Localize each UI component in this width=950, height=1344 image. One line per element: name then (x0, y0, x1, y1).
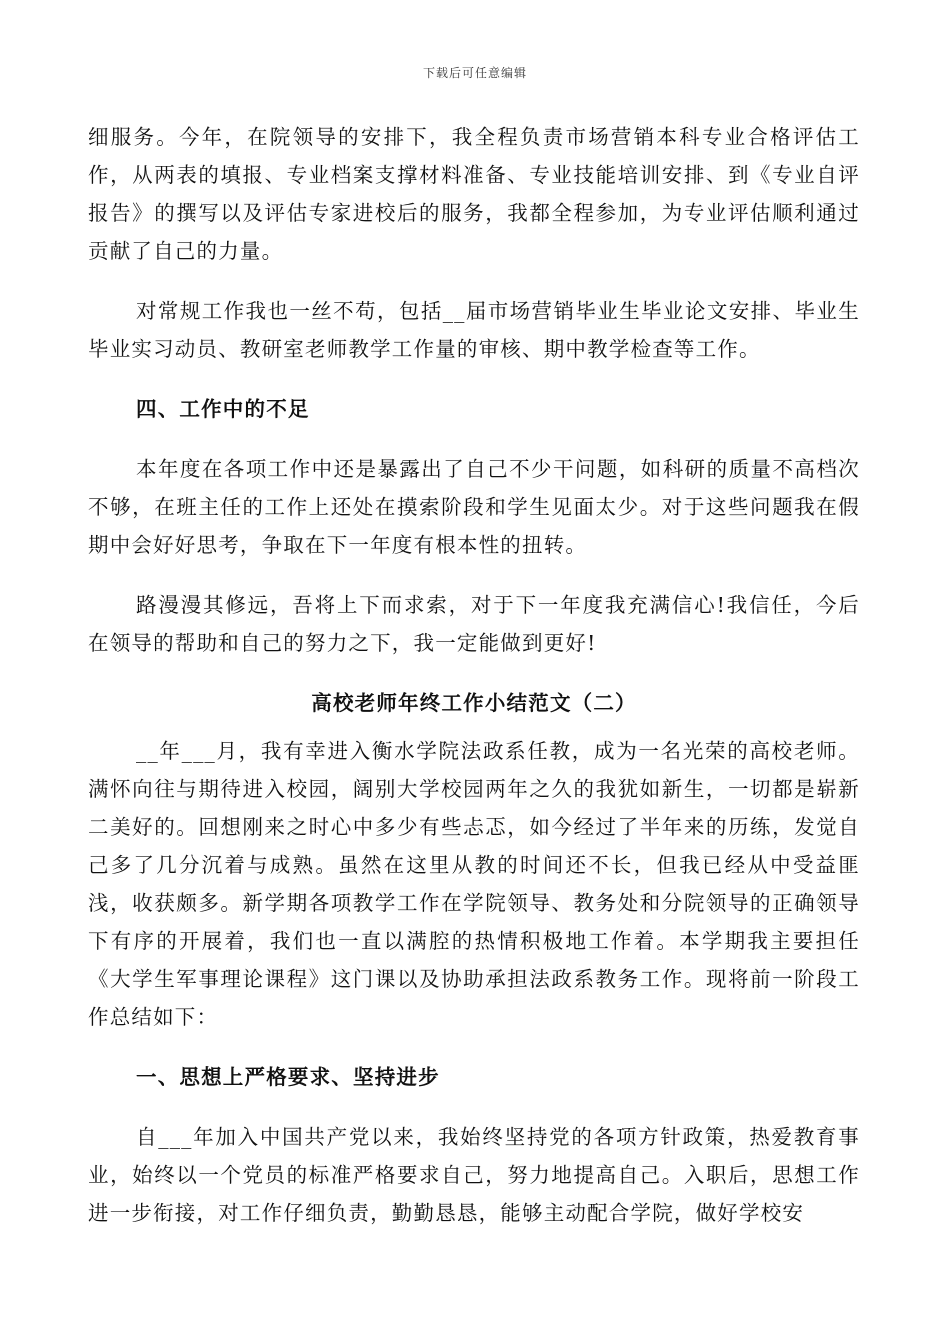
paragraph-outlook: 路漫漫其修远，吾将上下而求索，对于下一年度我充满信心!我信任，今后在领导的帮助和自己的努力之下，我一定能做到更好! (88, 593, 860, 655)
page-header: 下载后可任意编辑 (422, 66, 527, 80)
paragraph-shortcomings: 本年度在各项工作中还是暴露出了自己不少干问题，如科研的质量不高档次不够，在班主任的工作上还处在摸索阶段和学生见面太少。对于这些问题我在假期中会好好思考，争取在下一年度有根本性的扭转。 (88, 457, 860, 557)
paragraph-routine-work: 对常规工作我也一丝不苟，包括__届市场营销毕业生毕业论文安排、毕业生毕业实习动员、教研室老师教学工作量的审核、期中教学检查等工作。 (88, 299, 860, 361)
article-title: 高校老师年终工作小结范文（二） (311, 691, 637, 715)
paragraph-introduction: __年___月，我有幸进入衡水学院法政系任教，成为一名光荣的高校老师。满怀向往与期待进入校园，阔别大学校园两年之久的我犹如新生，一切都是崭新二美好的。回想刚来之时心中多少有些忐忑，如今经过了半年来的历练，发觉自己多了几分沉着与成熟。虽然在这里从教的时间还不长，但我已经从中受益匪浅，收获颇多。新学期各项教学工作在学院领导、教务处和分院领导的正确领导下有序的开展着，我们也一直以满腔的热情积极地工作着。本学期我主要担任《大学生军事理论课程》这门课以及协助承担法政系教务工作。现将前一阶段工作总结如下： (88, 739, 860, 1029)
paragraph-continued: 细服务。今年，在院领导的安排下，我全程负责市场营销本科专业合格评估工作，从两表的填报、专业档案支撑材料准备、专业技能培训安排、到《专业自评报告》的撰写以及评估专家进校后的服务，我都全程参加，为专业评估顺利通过贡献了自己的力量。 (88, 125, 860, 263)
section-heading-ideology: 一、思想上严格要求、坚持进步 (136, 1065, 440, 1089)
section-heading-shortcomings: 四、工作中的不足 (136, 397, 310, 421)
paragraph-ideology: 自___年加入中国共产党以来，我始终坚持党的各项方针政策，热爱教育事业，始终以一个党员的标准严格要求自己，努力地提高自己。入职后，思想工作进一步衔接，对工作仔细负责，勤勤恳恳，能够主动配合学院，做好学校安 (88, 1125, 860, 1225)
document-body (88, 118, 860, 1254)
